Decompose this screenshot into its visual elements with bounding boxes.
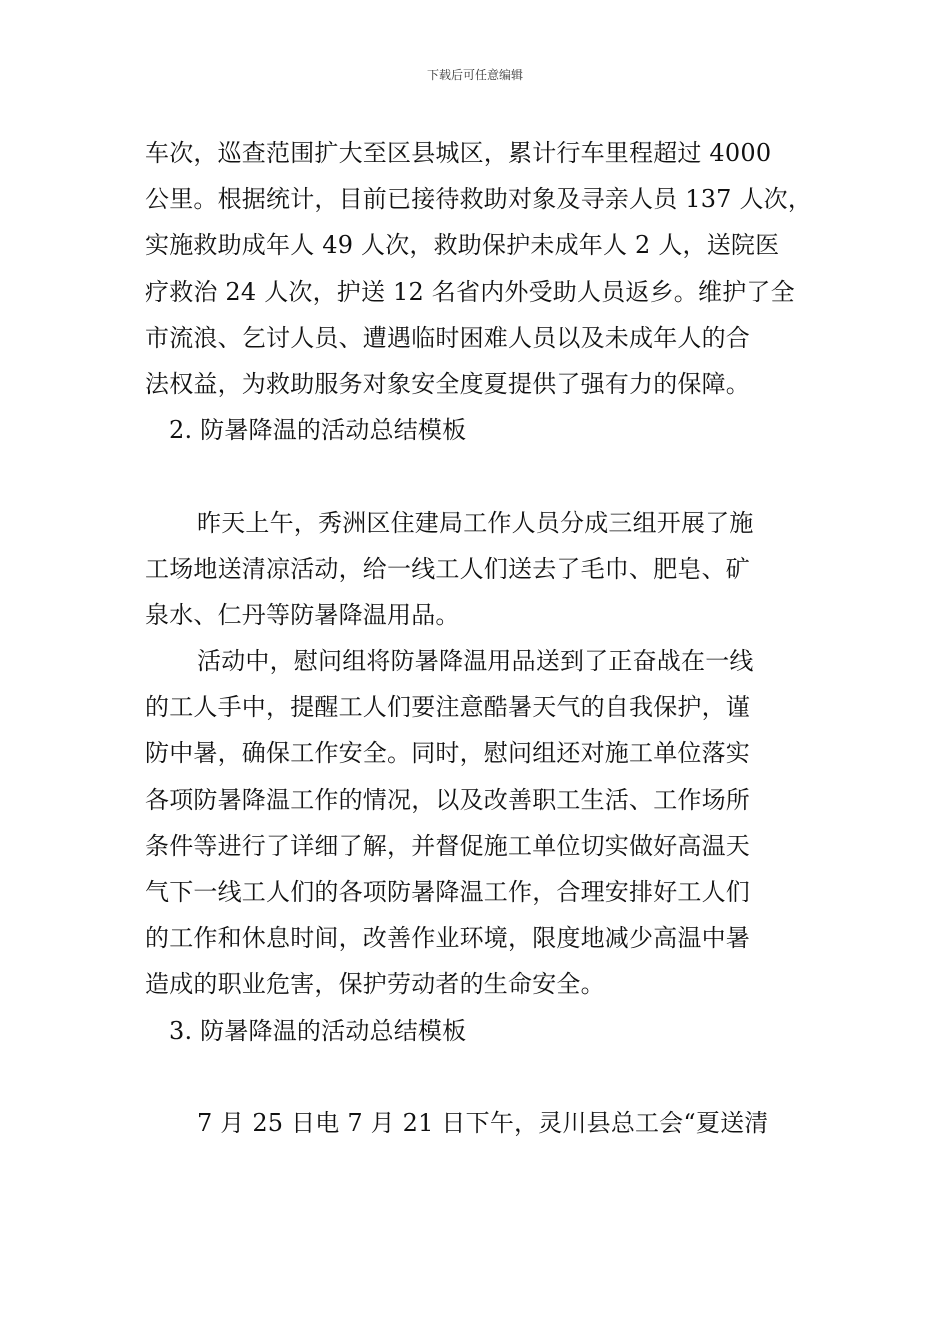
blank-line bbox=[145, 453, 815, 499]
text-line: 实施救助成年人 49 人次，救助保护未成年人 2 人，送院医 bbox=[145, 231, 780, 260]
text-line: 疗救治 24 人次，护送 12 名省内外受助人员返乡。维护了全 bbox=[145, 277, 795, 306]
paragraph-4 bbox=[145, 1100, 815, 1146]
blank-line bbox=[145, 1054, 815, 1100]
text-line: 气下一线工人们的各项防暑降温工作，合理安排好工人们 bbox=[145, 878, 750, 906]
paragraph-1 bbox=[145, 130, 815, 407]
text-line: 工场地送清凉活动，给一线工人们送去了毛巾、肥皂、矿 bbox=[145, 554, 750, 583]
text-line: 车次，巡查范围扩大至区县城区，累计行车里程超过 4000 bbox=[145, 139, 772, 167]
paragraph-3 bbox=[145, 638, 815, 1008]
text-line: 的工作和休息时间，改善作业环境，限度地减少高温中暑 bbox=[145, 924, 750, 953]
text-line: 泉水、仁丹等防暑降温用品。 bbox=[145, 600, 460, 629]
text-line: 活动中，慰问组将防暑降温用品送到了正奋战在一线 bbox=[197, 647, 754, 676]
text-line: 法权益，为救助服务对象安全度夏提供了强有力的保障。 bbox=[145, 369, 750, 398]
paragraph-2 bbox=[145, 500, 815, 639]
text-line: 的工人手中，提醒工人们要注意酷暑天气的自我保护，谨 bbox=[145, 693, 750, 722]
text-line: 昨天上午，秀洲区住建局工作人员分成三组开展了施 bbox=[197, 508, 754, 537]
text-line: 各项防暑降温工作的情况，以及改善职工生活、工作场所 bbox=[145, 785, 750, 814]
section-heading-2: 2. 防暑降温的活动总结模板 bbox=[169, 416, 467, 445]
text-line: 市流浪、乞讨人员、遭遇临时困难人员以及未成年人的合 bbox=[145, 323, 750, 352]
text-line: 防中暑，确保工作安全。同时，慰问组还对施工单位落实 bbox=[145, 739, 750, 768]
text-line: 条件等进行了详细了解，并督促施工单位切实做好高温天 bbox=[145, 831, 750, 860]
text-line: 公里。根据统计，目前已接待救助对象及寻亲人员 137 人次， bbox=[145, 185, 813, 214]
text-line: 7 月 25 日电 7 月 21 日下午，灵川县总工会“夏送清 bbox=[197, 1108, 769, 1137]
section-heading-3: 3. 防暑降温的活动总结模板 bbox=[169, 1016, 467, 1045]
header-note: 下载后可任意编辑 bbox=[426, 68, 523, 82]
document-body bbox=[145, 130, 815, 1146]
text-line: 造成的职业危害，保护劳动者的生命安全。 bbox=[145, 970, 605, 999]
